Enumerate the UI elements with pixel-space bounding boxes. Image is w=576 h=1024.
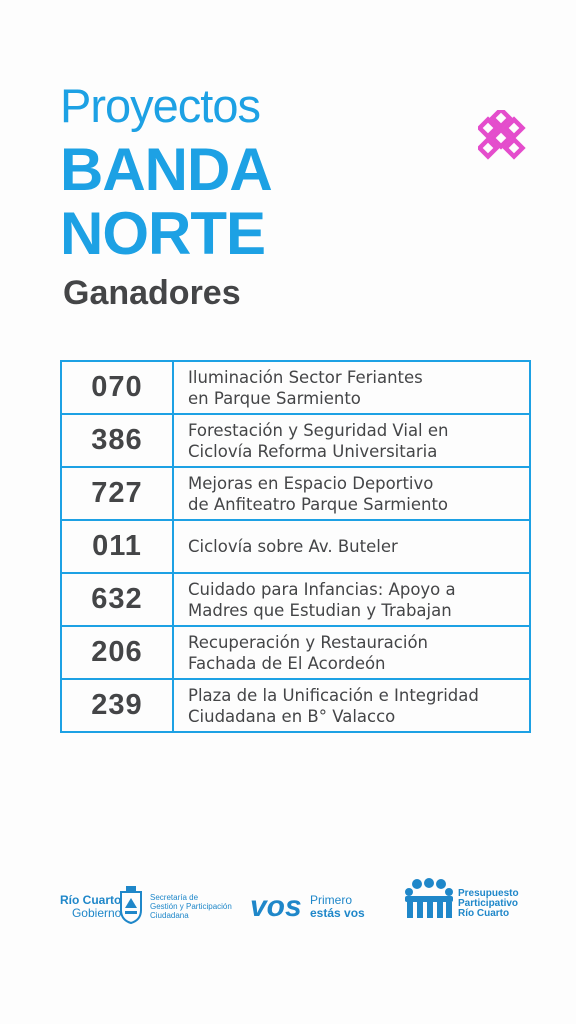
winners-table — [60, 360, 531, 733]
project-name — [173, 679, 530, 732]
project-name-line1: Forestación y Seguridad Vial en — [188, 420, 449, 440]
vos-line2: estás vos — [310, 906, 365, 920]
project-name-line1: Cuidado para Infancias: Apoyo a — [188, 579, 456, 599]
project-row — [61, 520, 530, 573]
presupuesto-participativo-text — [458, 889, 519, 919]
secretaria-text — [150, 893, 232, 920]
project-code: 632 — [61, 573, 173, 626]
project-name — [173, 573, 530, 626]
sec-line3: Ciudadana — [150, 911, 189, 920]
pp-line1: Presupuesto — [458, 888, 519, 899]
rc-line2: Gobierno — [71, 906, 122, 920]
project-code: 239 — [61, 679, 173, 732]
pp-line3: Río Cuarto — [458, 908, 510, 919]
primero-estas-vos-text — [310, 894, 365, 920]
vos-line1: Primero — [310, 893, 353, 907]
project-name-line1: Recuperación y Restauración — [188, 632, 428, 652]
project-name-line1: Plaza de la Unificación e Integridad — [188, 685, 479, 705]
project-name-line2: Ciclovía Reforma Universitaria — [188, 441, 438, 461]
project-name-line2: Madres que Estudian y Trabajan — [188, 600, 452, 620]
project-name-line2: Ciudadana en B° Valacco — [188, 706, 396, 726]
footer-logos — [0, 876, 576, 936]
project-name — [173, 414, 530, 467]
project-name — [173, 467, 530, 520]
project-row — [61, 361, 530, 414]
city-seal-icon — [118, 884, 144, 924]
project-row — [61, 679, 530, 732]
project-code: 011 — [61, 520, 173, 573]
project-row — [61, 467, 530, 520]
project-name-line2: Fachada de El Acordeón — [188, 653, 386, 673]
sec-line1: Secretaría de — [150, 893, 199, 902]
project-name-line1: Mejoras en Espacio Deportivo — [188, 473, 434, 493]
project-row — [61, 626, 530, 679]
project-name-line1: Iluminación Sector Feriantes — [188, 367, 423, 387]
project-code: 727 — [61, 467, 173, 520]
project-name-line1: Ciclovía sobre Av. Buteler — [188, 537, 398, 556]
project-code: 206 — [61, 626, 173, 679]
project-code: 386 — [61, 414, 173, 467]
title-line-proyectos: Proyectos — [60, 79, 260, 132]
project-row — [61, 573, 530, 626]
rc-line1: Río Cuarto — [60, 893, 122, 907]
subtitle-ganadores: Ganadores — [63, 274, 241, 312]
svg-text:vos: vos — [250, 890, 302, 923]
project-name — [173, 361, 530, 414]
diamond-cluster-icon — [478, 110, 530, 162]
people-group-icon — [403, 878, 455, 920]
rio-cuarto-gobierno-logo — [60, 894, 121, 920]
vos-logo — [250, 888, 308, 924]
project-code: 070 — [61, 361, 173, 414]
title-line-norte: NORTE — [60, 200, 265, 267]
project-name-line2: en Parque Sarmiento — [188, 388, 361, 408]
title-line-banda: BANDA — [60, 136, 272, 203]
project-name-line2: de Anfiteatro Parque Sarmiento — [188, 494, 449, 514]
project-name — [173, 626, 530, 679]
project-name — [173, 520, 530, 573]
pp-line2: Participativo — [458, 898, 519, 909]
project-row — [61, 414, 530, 467]
title-block — [60, 78, 272, 313]
sec-line2: Gestión y Participación — [150, 902, 232, 911]
